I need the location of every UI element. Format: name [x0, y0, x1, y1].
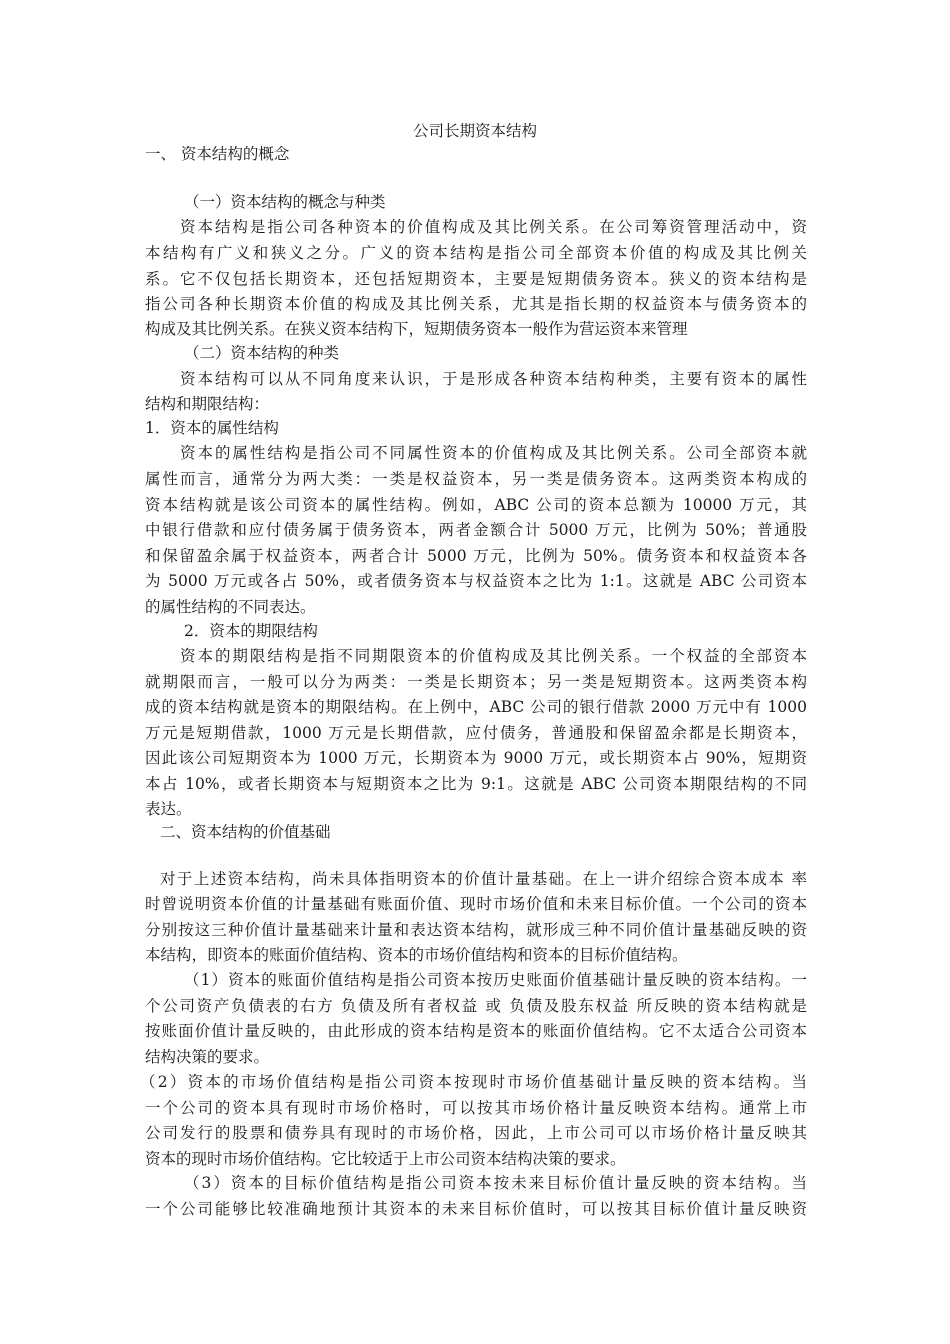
subsection-heading-1: （一）资本结构的概念与种类 [184, 193, 386, 211]
paragraph-line: 按账面价值计量反映的，由此形成的资本结构是资本的账面价值结构。它不太适合公司资本 [145, 1022, 807, 1040]
heading-term-structure: 2．资本的期限结构 [184, 622, 318, 640]
paragraph-line: （1）资本的账面价值结构是指公司资本按历史账面价值基础计量反映的资本结构。一 [184, 971, 807, 989]
paragraph-line: 表达。 [145, 800, 192, 818]
paragraph-line: 结构和期限结构： [145, 395, 270, 413]
paragraph-line: 一个公司的资本具有现时市场价格时，可以按其市场价格计量反映资本结构。通常上市 [145, 1099, 807, 1117]
paragraph-line: 和保留盈余属于权益资本，两者合计 5000 万元，比例为 50%。债务资本和权益资本各 [145, 547, 807, 565]
section-heading-2: 二、资本结构的价值基础 [160, 823, 331, 841]
paragraph-line: （2）资本的市场价值结构是指公司资本按现时市场价值基础计量反映的资本结构。当 [140, 1073, 807, 1091]
heading-attribute-structure: 1．资本的属性结构 [145, 419, 279, 437]
paragraph-line: 个公司资产负债表的右方 负债及所有者权益 或 负债及股东权益 所反映的资本结构就是 [145, 997, 807, 1015]
paragraph-line: 为 5000 万元或各占 50%，或者债务资本与权益资本之比为 1:1。这就是 ABC 公司资本 [145, 572, 807, 590]
page-title: 公司长期资本结构 [412, 122, 537, 140]
paragraph-line: 本占 10%，或者长期资本与短期资本之比为 9:1。这就是 ABC 公司资本期限结构的不同 [145, 775, 807, 793]
paragraph-line: 资本的属性结构是指公司不同属性资本的价值构成及其比例关系。公司全部资本就 [180, 444, 807, 462]
paragraph-line: 本结构有广义和狭义之分。广义的资本结构是指公司全部资本价值的构成及其比例关 [145, 244, 807, 262]
paragraph-line: （3）资本的目标价值结构是指公司资本按未来目标价值计量反映的资本结构。当 [184, 1174, 807, 1192]
paragraph-line: 资本结构可以从不同角度来认识，于是形成各种资本结构种类，主要有资本的属性 [180, 370, 807, 388]
paragraph-line: 属性而言，通常分为两大类：一类是权益资本，另一类是债务资本。这两类资本构成的 [145, 470, 807, 488]
paragraph-line: 就期限而言，一般可以分为两类：一类是长期资本；另一类是短期资本。这两类资本构 [145, 673, 807, 691]
paragraph-line: 资本的现时市场价值结构。它比较适于上市公司资本结构决策的要求。 [145, 1150, 626, 1168]
paragraph-line: 结构决策的要求。 [145, 1048, 270, 1066]
paragraph-line: 本结构，即资本的账面价值结构、资本的市场价值结构和资本的目标价值结构。 [145, 946, 688, 964]
section-heading-1: 一、 资本结构的概念 [145, 145, 290, 163]
subsection-heading-2: （二）资本结构的种类 [184, 344, 340, 362]
paragraph-line: 对于上述资本结构，尚未具体指明资本的价值计量基础。在上一讲介绍综合资本成本 率 [160, 870, 807, 888]
paragraph-line: 成的资本结构就是资本的期限结构。在上例中，ABC 公司的银行借款 2000 万元中有 1000 [145, 698, 807, 716]
paragraph-line: 中银行借款和应付债务属于债务资本，两者金额合计 5000 万元，比例为 50%；普通股 [145, 521, 807, 539]
paragraph-line: 万元是短期借款，1000 万元是长期借款，应付债务，普通股和保留盈余都是长期资本， [145, 724, 807, 742]
paragraph-line: 资本结构就是该公司资本的属性结构。例如，ABC 公司的资本总额为 10000 万元，其 [145, 496, 807, 514]
paragraph-line: 资本的期限结构是指不同期限资本的价值构成及其比例关系。一个权益的全部资本 [180, 647, 807, 665]
paragraph-line: 时曾说明资本价值的计量基础有账面价值、现时市场价值和未来目标价值。一个公司的资本 [145, 895, 807, 913]
paragraph-line: 因此该公司短期资本为 1000 万元，长期资本为 9000 万元，或长期资本占 90%，短期资 [145, 749, 807, 767]
paragraph-line: 系。它不仅包括长期资本，还包括短期资本，主要是短期债务资本。狭义的资本结构是 [145, 270, 807, 288]
paragraph-line: 公司发行的股票和债券具有现时的市场价格，因此，上市公司可以市场价格计量反映其 [145, 1124, 807, 1142]
paragraph-line: 一个公司能够比较准确地预计其资本的未来目标价值时，可以按其目标价值计量反映资 [145, 1200, 807, 1218]
paragraph-line: 构成及其比例关系。在狭义资本结构下，短期债务资本一般作为营运资本来管理 [145, 320, 688, 338]
paragraph-line: 的属性结构的不同表达。 [145, 598, 316, 616]
paragraph-line: 资本结构是指公司各种资本的价值构成及其比例关系。在公司筹资管理活动中，资 [180, 218, 807, 236]
paragraph-line: 指公司各种长期资本价值的构成及其比例关系，尤其是指长期的权益资本与债务资本的 [145, 295, 807, 313]
paragraph-line: 分别按这三种价值计量基础来计量和表达资本结构，就形成三种不同价值计量基础反映的资 [145, 921, 807, 939]
